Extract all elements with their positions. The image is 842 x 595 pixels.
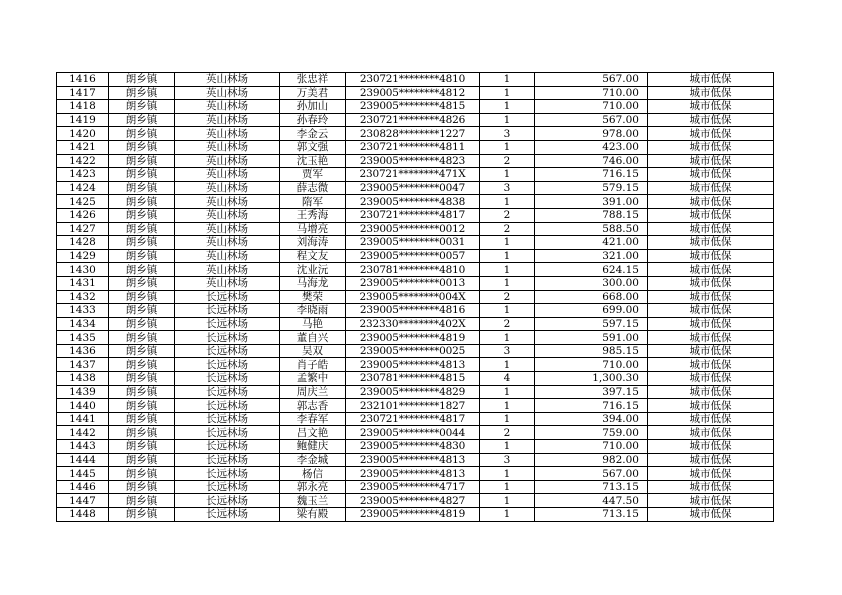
name-cell: 周庆兰 [280, 385, 346, 399]
amount-cell: 321.00 [535, 249, 648, 263]
category-cell: 城市低保 [648, 263, 774, 277]
id-number-cell: 239005********0057 [346, 249, 480, 263]
amount-cell: 447.50 [535, 494, 648, 508]
forest-farm-cell: 英山林场 [175, 222, 280, 236]
id-number-cell: 232101********1827 [346, 399, 480, 413]
id-number-cell: 239005********4813 [346, 453, 480, 467]
forest-farm-cell: 英山林场 [175, 181, 280, 195]
category-cell: 城市低保 [648, 399, 774, 413]
id-number-cell: 239005********4812 [346, 86, 480, 100]
name-cell: 李金城 [280, 453, 346, 467]
household-size-cell: 1 [480, 113, 535, 127]
household-size-cell: 1 [480, 100, 535, 114]
id-number-cell: 239005********0031 [346, 236, 480, 250]
table-body [57, 73, 774, 522]
household-size-cell: 3 [480, 127, 535, 141]
category-cell: 城市低保 [648, 412, 774, 426]
town-cell: 朗乡镇 [109, 385, 175, 399]
town-cell: 朗乡镇 [109, 467, 175, 481]
table-row [57, 331, 774, 345]
serial-number-cell: 1418 [57, 100, 109, 114]
forest-farm-cell: 长远林场 [175, 467, 280, 481]
household-size-cell: 4 [480, 372, 535, 386]
name-cell: 鲍健庆 [280, 440, 346, 454]
name-cell: 董自兴 [280, 331, 346, 345]
category-cell: 城市低保 [648, 73, 774, 87]
town-cell: 朗乡镇 [109, 168, 175, 182]
town-cell: 朗乡镇 [109, 276, 175, 290]
amount-cell: 982.00 [535, 453, 648, 467]
town-cell: 朗乡镇 [109, 358, 175, 372]
name-cell: 沈业沅 [280, 263, 346, 277]
forest-farm-cell: 长远林场 [175, 508, 280, 522]
name-cell: 孙加山 [280, 100, 346, 114]
household-size-cell: 1 [480, 480, 535, 494]
town-cell: 朗乡镇 [109, 222, 175, 236]
town-cell: 朗乡镇 [109, 100, 175, 114]
id-number-cell: 239005********0012 [346, 222, 480, 236]
name-cell: 郭文强 [280, 140, 346, 154]
town-cell: 朗乡镇 [109, 113, 175, 127]
id-number-cell: 239005********4813 [346, 467, 480, 481]
household-size-cell: 1 [480, 440, 535, 454]
household-size-cell: 1 [480, 73, 535, 87]
amount-cell: 710.00 [535, 100, 648, 114]
amount-cell: 713.15 [535, 480, 648, 494]
table-row [57, 385, 774, 399]
serial-number-cell: 1432 [57, 290, 109, 304]
name-cell: 程文友 [280, 249, 346, 263]
category-cell: 城市低保 [648, 100, 774, 114]
household-size-cell: 1 [480, 276, 535, 290]
serial-number-cell: 1425 [57, 195, 109, 209]
amount-cell: 1,300.30 [535, 372, 648, 386]
amount-cell: 391.00 [535, 195, 648, 209]
forest-farm-cell: 英山林场 [175, 154, 280, 168]
forest-farm-cell: 英山林场 [175, 236, 280, 250]
household-size-cell: 2 [480, 290, 535, 304]
town-cell: 朗乡镇 [109, 208, 175, 222]
amount-cell: 567.00 [535, 113, 648, 127]
name-cell: 郭永亮 [280, 480, 346, 494]
forest-farm-cell: 长远林场 [175, 331, 280, 345]
id-number-cell: 239005********4717 [346, 480, 480, 494]
household-size-cell: 1 [480, 494, 535, 508]
name-cell: 吴双 [280, 344, 346, 358]
id-number-cell: 239005********4815 [346, 100, 480, 114]
category-cell: 城市低保 [648, 372, 774, 386]
table-row [57, 208, 774, 222]
name-cell: 刘海涛 [280, 236, 346, 250]
category-cell: 城市低保 [648, 168, 774, 182]
category-cell: 城市低保 [648, 426, 774, 440]
id-number-cell: 239005********4827 [346, 494, 480, 508]
household-size-cell: 1 [480, 86, 535, 100]
serial-number-cell: 1417 [57, 86, 109, 100]
town-cell: 朗乡镇 [109, 372, 175, 386]
serial-number-cell: 1438 [57, 372, 109, 386]
serial-number-cell: 1421 [57, 140, 109, 154]
forest-farm-cell: 长远林场 [175, 494, 280, 508]
household-size-cell: 3 [480, 344, 535, 358]
forest-farm-cell: 英山林场 [175, 73, 280, 87]
town-cell: 朗乡镇 [109, 263, 175, 277]
forest-farm-cell: 长远林场 [175, 440, 280, 454]
forest-farm-cell: 长远林场 [175, 304, 280, 318]
household-size-cell: 1 [480, 195, 535, 209]
town-cell: 朗乡镇 [109, 480, 175, 494]
serial-number-cell: 1424 [57, 181, 109, 195]
household-size-cell: 2 [480, 426, 535, 440]
amount-cell: 397.15 [535, 385, 648, 399]
household-size-cell: 2 [480, 208, 535, 222]
amount-cell: 423.00 [535, 140, 648, 154]
table-row [57, 290, 774, 304]
table-row [57, 100, 774, 114]
forest-farm-cell: 长远林场 [175, 399, 280, 413]
category-cell: 城市低保 [648, 331, 774, 345]
town-cell: 朗乡镇 [109, 127, 175, 141]
amount-cell: 300.00 [535, 276, 648, 290]
serial-number-cell: 1427 [57, 222, 109, 236]
table-row [57, 440, 774, 454]
forest-farm-cell: 英山林场 [175, 113, 280, 127]
serial-number-cell: 1419 [57, 113, 109, 127]
category-cell: 城市低保 [648, 113, 774, 127]
category-cell: 城市低保 [648, 276, 774, 290]
town-cell: 朗乡镇 [109, 412, 175, 426]
town-cell: 朗乡镇 [109, 331, 175, 345]
serial-number-cell: 1422 [57, 154, 109, 168]
id-number-cell: 230721********4811 [346, 140, 480, 154]
name-cell: 马海龙 [280, 276, 346, 290]
table-row [57, 304, 774, 318]
id-number-cell: 239005********0047 [346, 181, 480, 195]
id-number-cell: 239005********4838 [346, 195, 480, 209]
table-row [57, 181, 774, 195]
id-number-cell: 230721********4826 [346, 113, 480, 127]
name-cell: 李金云 [280, 127, 346, 141]
serial-number-cell: 1429 [57, 249, 109, 263]
table-row [57, 73, 774, 87]
serial-number-cell: 1426 [57, 208, 109, 222]
table-row [57, 508, 774, 522]
name-cell: 吕文艳 [280, 426, 346, 440]
amount-cell: 710.00 [535, 440, 648, 454]
household-size-cell: 1 [480, 263, 535, 277]
id-number-cell: 239005********4819 [346, 331, 480, 345]
name-cell: 隋军 [280, 195, 346, 209]
forest-farm-cell: 长远林场 [175, 372, 280, 386]
amount-cell: 567.00 [535, 73, 648, 87]
forest-farm-cell: 英山林场 [175, 276, 280, 290]
amount-cell: 394.00 [535, 412, 648, 426]
amount-cell: 788.15 [535, 208, 648, 222]
serial-number-cell: 1447 [57, 494, 109, 508]
serial-number-cell: 1433 [57, 304, 109, 318]
id-number-cell: 239005********0025 [346, 344, 480, 358]
household-size-cell: 1 [480, 399, 535, 413]
household-size-cell: 1 [480, 358, 535, 372]
category-cell: 城市低保 [648, 385, 774, 399]
forest-farm-cell: 长远林场 [175, 412, 280, 426]
name-cell: 孙春玲 [280, 113, 346, 127]
household-size-cell: 1 [480, 249, 535, 263]
forest-farm-cell: 长远林场 [175, 426, 280, 440]
category-cell: 城市低保 [648, 249, 774, 263]
table-row [57, 372, 774, 386]
name-cell: 万美君 [280, 86, 346, 100]
forest-farm-cell: 长远林场 [175, 317, 280, 331]
id-number-cell: 230781********4810 [346, 263, 480, 277]
forest-farm-cell: 英山林场 [175, 140, 280, 154]
serial-number-cell: 1444 [57, 453, 109, 467]
table-row [57, 317, 774, 331]
table-row [57, 480, 774, 494]
town-cell: 朗乡镇 [109, 236, 175, 250]
category-cell: 城市低保 [648, 195, 774, 209]
category-cell: 城市低保 [648, 290, 774, 304]
serial-number-cell: 1435 [57, 331, 109, 345]
household-size-cell: 3 [480, 453, 535, 467]
table-row [57, 249, 774, 263]
table-row [57, 127, 774, 141]
name-cell: 樊荣 [280, 290, 346, 304]
household-size-cell: 1 [480, 385, 535, 399]
town-cell: 朗乡镇 [109, 181, 175, 195]
name-cell: 贾军 [280, 168, 346, 182]
name-cell: 魏玉兰 [280, 494, 346, 508]
household-size-cell: 2 [480, 154, 535, 168]
forest-farm-cell: 长远林场 [175, 453, 280, 467]
id-number-cell: 239005********0044 [346, 426, 480, 440]
table-row [57, 86, 774, 100]
name-cell: 薛志微 [280, 181, 346, 195]
forest-farm-cell: 长远林场 [175, 480, 280, 494]
household-size-cell: 1 [480, 140, 535, 154]
category-cell: 城市低保 [648, 140, 774, 154]
household-size-cell: 2 [480, 317, 535, 331]
id-number-cell: 239005********004X [346, 290, 480, 304]
id-number-cell: 239005********0013 [346, 276, 480, 290]
id-number-cell: 230721********4817 [346, 412, 480, 426]
household-size-cell: 1 [480, 304, 535, 318]
town-cell: 朗乡镇 [109, 399, 175, 413]
amount-cell: 591.00 [535, 331, 648, 345]
forest-farm-cell: 长远林场 [175, 290, 280, 304]
id-number-cell: 230721********4817 [346, 208, 480, 222]
forest-farm-cell: 英山林场 [175, 127, 280, 141]
id-number-cell: 230781********4815 [346, 372, 480, 386]
forest-farm-cell: 长远林场 [175, 385, 280, 399]
forest-farm-cell: 英山林场 [175, 195, 280, 209]
amount-cell: 567.00 [535, 467, 648, 481]
category-cell: 城市低保 [648, 222, 774, 236]
serial-number-cell: 1442 [57, 426, 109, 440]
category-cell: 城市低保 [648, 208, 774, 222]
forest-farm-cell: 英山林场 [175, 263, 280, 277]
name-cell: 张忠祥 [280, 73, 346, 87]
table-row [57, 453, 774, 467]
serial-number-cell: 1430 [57, 263, 109, 277]
name-cell: 李春军 [280, 412, 346, 426]
town-cell: 朗乡镇 [109, 140, 175, 154]
amount-cell: 624.15 [535, 263, 648, 277]
town-cell: 朗乡镇 [109, 73, 175, 87]
serial-number-cell: 1441 [57, 412, 109, 426]
category-cell: 城市低保 [648, 508, 774, 522]
amount-cell: 421.00 [535, 236, 648, 250]
town-cell: 朗乡镇 [109, 508, 175, 522]
id-number-cell: 239005********4829 [346, 385, 480, 399]
id-number-cell: 239005********4819 [346, 508, 480, 522]
table-row [57, 344, 774, 358]
id-number-cell: 232330********402X [346, 317, 480, 331]
id-number-cell: 239005********4830 [346, 440, 480, 454]
relief-roster-table [56, 72, 774, 522]
name-cell: 沈玉艳 [280, 154, 346, 168]
town-cell: 朗乡镇 [109, 453, 175, 467]
serial-number-cell: 1448 [57, 508, 109, 522]
household-size-cell: 1 [480, 236, 535, 250]
serial-number-cell: 1440 [57, 399, 109, 413]
table-row [57, 113, 774, 127]
id-number-cell: 230721********4810 [346, 73, 480, 87]
serial-number-cell: 1437 [57, 358, 109, 372]
forest-farm-cell: 英山林场 [175, 168, 280, 182]
name-cell: 孟繁中 [280, 372, 346, 386]
town-cell: 朗乡镇 [109, 249, 175, 263]
id-number-cell: 239005********4813 [346, 358, 480, 372]
serial-number-cell: 1423 [57, 168, 109, 182]
town-cell: 朗乡镇 [109, 304, 175, 318]
name-cell: 马增亮 [280, 222, 346, 236]
serial-number-cell: 1420 [57, 127, 109, 141]
table-row [57, 276, 774, 290]
town-cell: 朗乡镇 [109, 86, 175, 100]
amount-cell: 985.15 [535, 344, 648, 358]
category-cell: 城市低保 [648, 453, 774, 467]
serial-number-cell: 1431 [57, 276, 109, 290]
household-size-cell: 2 [480, 222, 535, 236]
town-cell: 朗乡镇 [109, 195, 175, 209]
serial-number-cell: 1446 [57, 480, 109, 494]
table-row [57, 467, 774, 481]
table-row [57, 263, 774, 277]
amount-cell: 746.00 [535, 154, 648, 168]
amount-cell: 759.00 [535, 426, 648, 440]
amount-cell: 710.00 [535, 358, 648, 372]
town-cell: 朗乡镇 [109, 426, 175, 440]
id-number-cell: 239005********4823 [346, 154, 480, 168]
table-row [57, 195, 774, 209]
category-cell: 城市低保 [648, 494, 774, 508]
table-row [57, 358, 774, 372]
serial-number-cell: 1434 [57, 317, 109, 331]
category-cell: 城市低保 [648, 480, 774, 494]
table-row [57, 140, 774, 154]
town-cell: 朗乡镇 [109, 154, 175, 168]
table-row [57, 426, 774, 440]
name-cell: 肖子皓 [280, 358, 346, 372]
serial-number-cell: 1428 [57, 236, 109, 250]
category-cell: 城市低保 [648, 358, 774, 372]
category-cell: 城市低保 [648, 154, 774, 168]
forest-farm-cell: 英山林场 [175, 208, 280, 222]
forest-farm-cell: 英山林场 [175, 86, 280, 100]
household-size-cell: 1 [480, 467, 535, 481]
category-cell: 城市低保 [648, 304, 774, 318]
serial-number-cell: 1416 [57, 73, 109, 87]
serial-number-cell: 1445 [57, 467, 109, 481]
table-row [57, 168, 774, 182]
town-cell: 朗乡镇 [109, 494, 175, 508]
amount-cell: 978.00 [535, 127, 648, 141]
forest-farm-cell: 英山林场 [175, 100, 280, 114]
serial-number-cell: 1443 [57, 440, 109, 454]
category-cell: 城市低保 [648, 236, 774, 250]
amount-cell: 588.50 [535, 222, 648, 236]
id-number-cell: 239005********4816 [346, 304, 480, 318]
amount-cell: 668.00 [535, 290, 648, 304]
category-cell: 城市低保 [648, 317, 774, 331]
table-row [57, 236, 774, 250]
name-cell: 马艳 [280, 317, 346, 331]
id-number-cell: 230828********1227 [346, 127, 480, 141]
forest-farm-cell: 长远林场 [175, 358, 280, 372]
name-cell: 郭志香 [280, 399, 346, 413]
forest-farm-cell: 长远林场 [175, 344, 280, 358]
name-cell: 王秀海 [280, 208, 346, 222]
household-size-cell: 1 [480, 331, 535, 345]
amount-cell: 713.15 [535, 508, 648, 522]
table-row [57, 154, 774, 168]
table-row [57, 222, 774, 236]
household-size-cell: 1 [480, 168, 535, 182]
town-cell: 朗乡镇 [109, 440, 175, 454]
serial-number-cell: 1436 [57, 344, 109, 358]
household-size-cell: 3 [480, 181, 535, 195]
table-row [57, 412, 774, 426]
town-cell: 朗乡镇 [109, 317, 175, 331]
name-cell: 杨信 [280, 467, 346, 481]
name-cell: 李晓雨 [280, 304, 346, 318]
category-cell: 城市低保 [648, 467, 774, 481]
town-cell: 朗乡镇 [109, 344, 175, 358]
amount-cell: 579.15 [535, 181, 648, 195]
amount-cell: 710.00 [535, 86, 648, 100]
amount-cell: 597.15 [535, 317, 648, 331]
category-cell: 城市低保 [648, 181, 774, 195]
category-cell: 城市低保 [648, 344, 774, 358]
amount-cell: 716.15 [535, 168, 648, 182]
id-number-cell: 230721********471X [346, 168, 480, 182]
category-cell: 城市低保 [648, 86, 774, 100]
household-size-cell: 1 [480, 508, 535, 522]
table-row [57, 399, 774, 413]
name-cell: 梁有殿 [280, 508, 346, 522]
category-cell: 城市低保 [648, 440, 774, 454]
amount-cell: 699.00 [535, 304, 648, 318]
category-cell: 城市低保 [648, 127, 774, 141]
table-row [57, 494, 774, 508]
household-size-cell: 1 [480, 412, 535, 426]
town-cell: 朗乡镇 [109, 290, 175, 304]
amount-cell: 716.15 [535, 399, 648, 413]
forest-farm-cell: 英山林场 [175, 249, 280, 263]
serial-number-cell: 1439 [57, 385, 109, 399]
